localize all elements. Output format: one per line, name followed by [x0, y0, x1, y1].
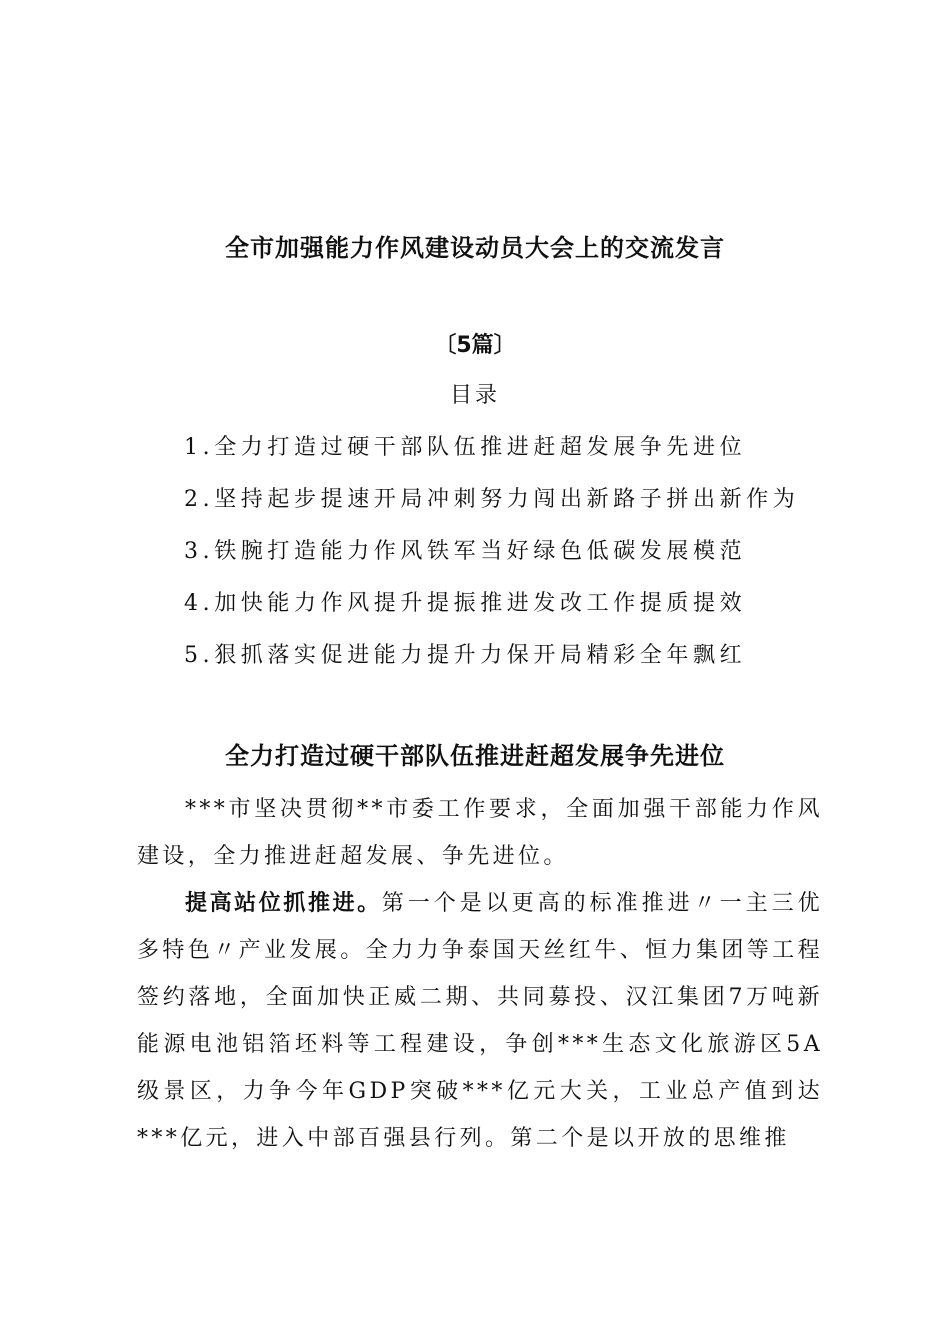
document-title: 全市加强能力作风建设动员大会上的交流发言: [225, 234, 725, 262]
toc-item-1: 1.全力打造过硬干部队伍推进赶超发展争先进位: [184, 435, 747, 460]
body-paragraph-1: ***市坚决贯彻**市委工作要求，全面加强干部能力作风建设，全力推进赶超发展、争先进位。: [137, 797, 823, 869]
paragraph-body-text: 第一个是以更高的标准推进〃一主三优多特色〃产业发展。全力力争泰国天丝红牛、恒力集团等工程签约落地，全面加快正威二期、共同募投、汉江集团7万吨新能源电池铝箔坯料等工程建设，争创***生态文化旅游区5A级景区，力争今年GDP突破***亿元大关，工业总产值到达***亿元，进入中部百强县行列。第二个是以开放的思维推: [137, 891, 823, 1151]
toc-heading: 目录: [449, 383, 500, 408]
table-of-contents: [184, 428, 799, 688]
toc-item-2: 2.坚持起步提速开局冲刺努力闯出新路子拼出新作为: [184, 487, 800, 512]
toc-item-5: 5.狠抓落实促进能力提升力保开局精彩全年飘红: [184, 643, 747, 668]
paragraph-lead-text: 提高站位抓推进。: [185, 891, 382, 916]
section-title: 全力打造过硬干部队伍推进赶超发展争先进位: [225, 742, 725, 770]
article-count: 〔5篇〕: [434, 333, 516, 358]
toc-item-4: 4.加快能力作风提升提振推进发改工作提质提效: [184, 591, 747, 616]
toc-item-3: 3.铁腕打造能力作风铁军当好绿色低碳发展模范: [184, 539, 747, 564]
body-paragraph-2: [137, 880, 823, 1162]
